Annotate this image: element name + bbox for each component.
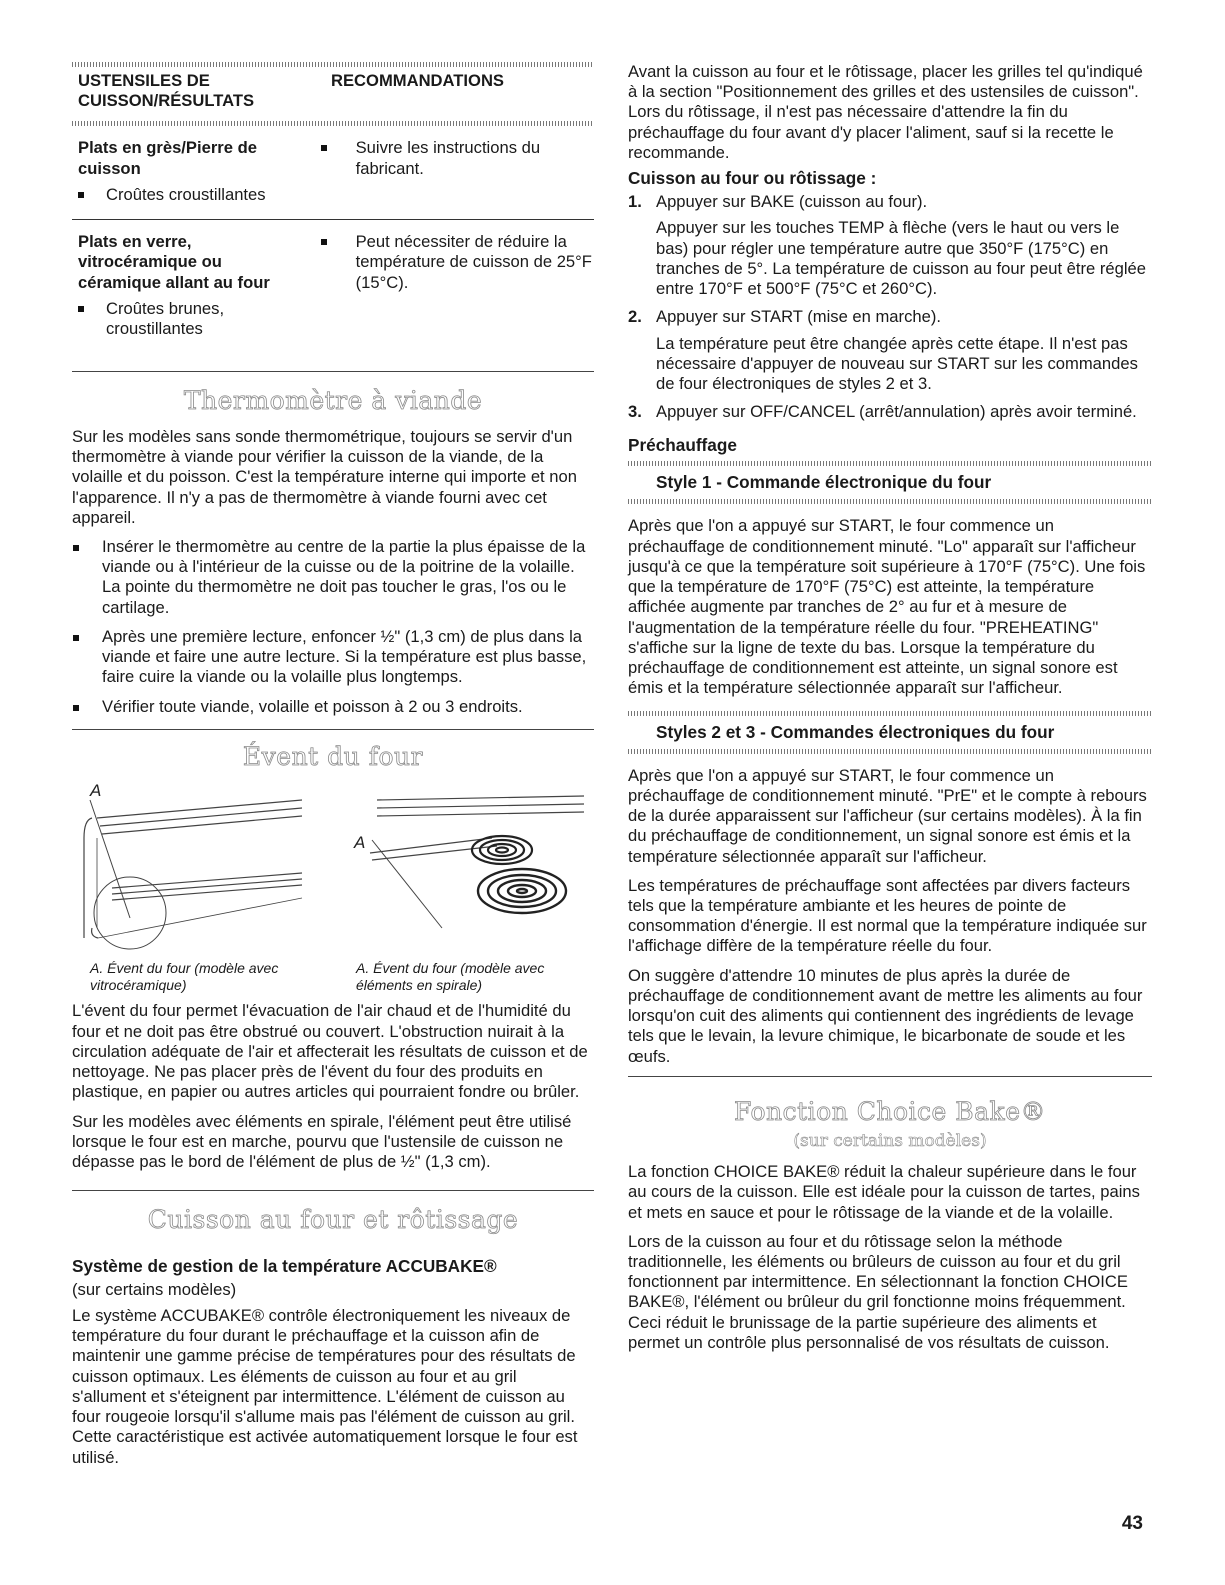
table-row [72, 220, 594, 353]
section-title-choice-bake: Fonction Choice Bake® [733, 1096, 1046, 1126]
list-item: Insérer le thermomètre au centre de la partie la plus épaisse de la viande ou à l'intérieur de la cuisse ou de la poitrine de la volaille. La pointe du thermomètre ne doit pas toucher le gras, l'os ou le cartilage. [72, 537, 594, 618]
thermometre-bullets [72, 537, 594, 717]
section-title-cuisson: Cuisson au four et rôtissage [147, 1205, 519, 1235]
oven-vent-illustrations [72, 778, 594, 993]
row-title: Plats en verre, vitrocéramique ou céramique allant au four [78, 232, 270, 292]
event-paragraph-1: L'évent du four permet l'évacuation de l'air chaud et de l'humidité du four et ne doit pas être obstrué ou couvert. L'obstruction nuirait à la circulation adéquate de l'air et affecterait les résultats de cuisson et de nettoyage. Ne pas placer près de l'évent du four des produits en plastique, en papier ou autres articles qui pourraient fondre ou brûler. [72, 1001, 588, 1102]
style23-paragraph-2: Les températures de préchauffage sont affectées par divers facteurs tels que la température ambiante et les heures de pointe de consommation d'énergie. Il est normal que la température indiquée sur l'affichage diffère de la température réelle du four. [628, 875, 1147, 956]
style23-paragraph-3: On suggère d'attendre 10 minutes de plus après la durée de préchauffage de conditionnement avant de mettre les aliments au four lorsqu'on cuit des aliments qui contiennent des ingrédients de levage tels que le levain, la levure chimique, le bicarbonate de soude et les œufs. [628, 965, 1143, 1066]
accubake-note: (sur certains modèles) [72, 1279, 237, 1299]
section-rule [72, 1190, 594, 1191]
left-column [72, 62, 594, 1477]
step-item [628, 402, 1152, 422]
ceramic-vent-drawing [84, 800, 302, 949]
section-rule [72, 729, 594, 730]
row-recommendation: Suivre les instructions du fabricant. [321, 138, 594, 205]
choice-bake-paragraph-1: La fonction CHOICE BAKE® réduit la chaleur supérieure dans le four au cours de la cuisson. Elle est idéale pour la cuisson de tartes, pains et mets en sauce et pour le rôtissage de la viande et de la volaille. [628, 1162, 1140, 1222]
steps-list [628, 192, 1152, 422]
step-main: Appuyer sur BAKE (cuisson au four). [656, 192, 928, 212]
event-paragraph-2: Sur les modèles avec éléments en spirale, l'élément peut être utilisé lorsque le four est en marche, pourvu que l'ustensile de cuisson ne dépasse pas le bord de l'élément de plus de ½" (1,3 cm). [72, 1111, 572, 1172]
row-title: Plats en grès/Pierre de cuisson [78, 138, 257, 178]
table-row [72, 126, 594, 219]
choice-bake-paragraph-2: Lors de la cuisson au four et du rôtissage selon la méthode traditionnelle, les éléments ou brûleurs de cuisson au four et du gril fonctionnent par intermittence. En sélectionnant la fonction CHOICE BAKE®, l'élément ou brûleur du gril fonctionne moins fréquemment. Ceci réduit le brunissage de la partie supérieure des aliments et permet un contrôle plus personnalisé de vos résultats de cuisson. [628, 1231, 1128, 1352]
row-result: Croûtes croustillantes [78, 185, 309, 205]
step-main: Appuyer sur OFF/CANCEL (arrêt/annulation) après avoir terminé. [656, 402, 1137, 422]
style1-bottom-rule [628, 499, 1152, 504]
page-number: 43 [1121, 1513, 1143, 1534]
row-recommendation: Peut nécessiter de réduire la température de cuisson de 25°F (15°C). [321, 232, 594, 339]
step-number: 3. [628, 402, 642, 422]
step-main: Appuyer sur START (mise en marche). [656, 307, 941, 327]
table-header [72, 67, 594, 121]
style23-heading: Styles 2 et 3 - Commandes électroniques du four [656, 721, 1055, 742]
section-rule [72, 371, 594, 372]
style1-text: Après que l'on a appuyé sur START, le four commence un préchauffage de conditionnement minuté. "Lo" apparaît sur l'afficheur jusqu'à ce que la température soit supérieure à 170°F (75°C). Une fois que la température de 170°F (75°C) est atteinte, la température affichée augmente par tranches de 2° au fur et à mesure de l'augmentation de la température réelle du four. "PREHEATING" s'affiche sur la ligne de texte du bas. Lorsque la température du préchauffage de conditionnement est atteinte, un signal sonore est émis et la température sélectionnée apparaît sur l'afficheur. [628, 516, 1146, 698]
style1-heading: Style 1 - Commande électronique du four [656, 472, 992, 493]
caption-right: A. Évent du four (modèle avec éléments en spirale) [356, 960, 545, 994]
section-title-event: Évent du four [242, 741, 424, 771]
row-result: Croûtes brunes, croustillantes [78, 299, 309, 339]
vent-label-left: A [90, 781, 102, 801]
coil-element-back [472, 836, 532, 864]
prechauffage-heading: Préchauffage [628, 434, 737, 455]
cuisson-intro: Avant la cuisson au four et le rôtissage, placer les grilles tel qu'indiqué à la section "Positionnement des grilles et des ustensiles de cuisson". Lors du rôtissage, il n'est pas nécessaire d'attendre la fin du préchauffage du four avant d'y placer l'aliment, sauf si la recette le recommande. [628, 62, 1143, 162]
accubake-heading: Système de gestion de la température ACCUBAKE® [72, 1255, 497, 1276]
style23-paragraph-1: Après que l'on a appuyé sur START, le four commence un préchauffage de conditionnement minuté. "PrE" et le compte à rebours de la durée apparaissent sur l'afficheur (sur certains modèles). À la fin du préchauffage de conditionnement, un signal sonore est émis et la température sélectionnée apparaît sur l'afficheur. [628, 765, 1147, 866]
vent-label-right: A [354, 833, 366, 853]
thermometre-intro: Sur les modèles sans sonde thermométrique, toujours se servir d'un thermomètre à viande pour vérifier la cuisson de la viande, de la volaille et du poisson. C'est la température interne qui importe et non l'apparence. Il n'y a pas de thermomètre à viande fourni avec cet appareil. [72, 426, 577, 527]
step-detail: La température peut être changée après cette étape. Il n'est pas nécessaire d'appuyer de nouveau sur START sur les commandes de four électroniques de styles 2 et 3. [656, 333, 1138, 394]
choice-bake-subtitle: (sur certains modèles) [793, 1131, 987, 1152]
table-header-col1: USTENSILES DE CUISSON/RÉSULTATS [78, 71, 255, 111]
table-header-col2: RECOMMANDATIONS [331, 71, 504, 90]
section-title-thermometre: Thermomètre à viande [183, 386, 483, 416]
coil-element-front [478, 869, 566, 913]
oven-vent-diagram [72, 778, 594, 958]
list-item: Vérifier toute viande, volaille et poisson à 2 ou 3 endroits. [72, 697, 594, 717]
step-item [628, 307, 1152, 394]
style23-bottom-rule [628, 749, 1152, 754]
step-number: 1. [628, 192, 642, 212]
step-number: 2. [628, 307, 642, 327]
steps-heading: Cuisson au four ou rôtissage : [628, 168, 877, 189]
step-detail: Appuyer sur les touches TEMP à flèche (vers le haut ou vers le bas) pour régler une température autre que 350°F (175°C) en tranches de 5°. La température de cuisson au four peut être réglée entre 170°F et 500°F (75°C et 260°C). [656, 218, 1147, 299]
section-rule [628, 1076, 1152, 1077]
list-item: Après une première lecture, enfoncer ½" (1,3 cm) de plus dans la viande et faire une autre lecture. Si la température est plus basse, faire cuire la viande ou la volaille plus longtemps. [72, 627, 594, 688]
right-column [628, 62, 1152, 1362]
step-item [628, 192, 1152, 299]
caption-left: A. Évent du four (modèle avec vitrocéramique) [90, 960, 279, 994]
accubake-text: Le système ACCUBAKE® contrôle électroniquement les niveaux de température du four durant le préchauffage et la cuisson afin de maintenir une gamme précise de températures pour des résultats de cuisson optimaux. Les éléments de cuisson au four et au gril s'allument et s'éteignent par intermittence. L'élément de cuisson au four rougeoie lorsqu'il s'allume mais pas l'élément de cuisson au gril. Cette caractéristique est activée automatiquement lorsque le four est utilisé. [72, 1305, 578, 1467]
